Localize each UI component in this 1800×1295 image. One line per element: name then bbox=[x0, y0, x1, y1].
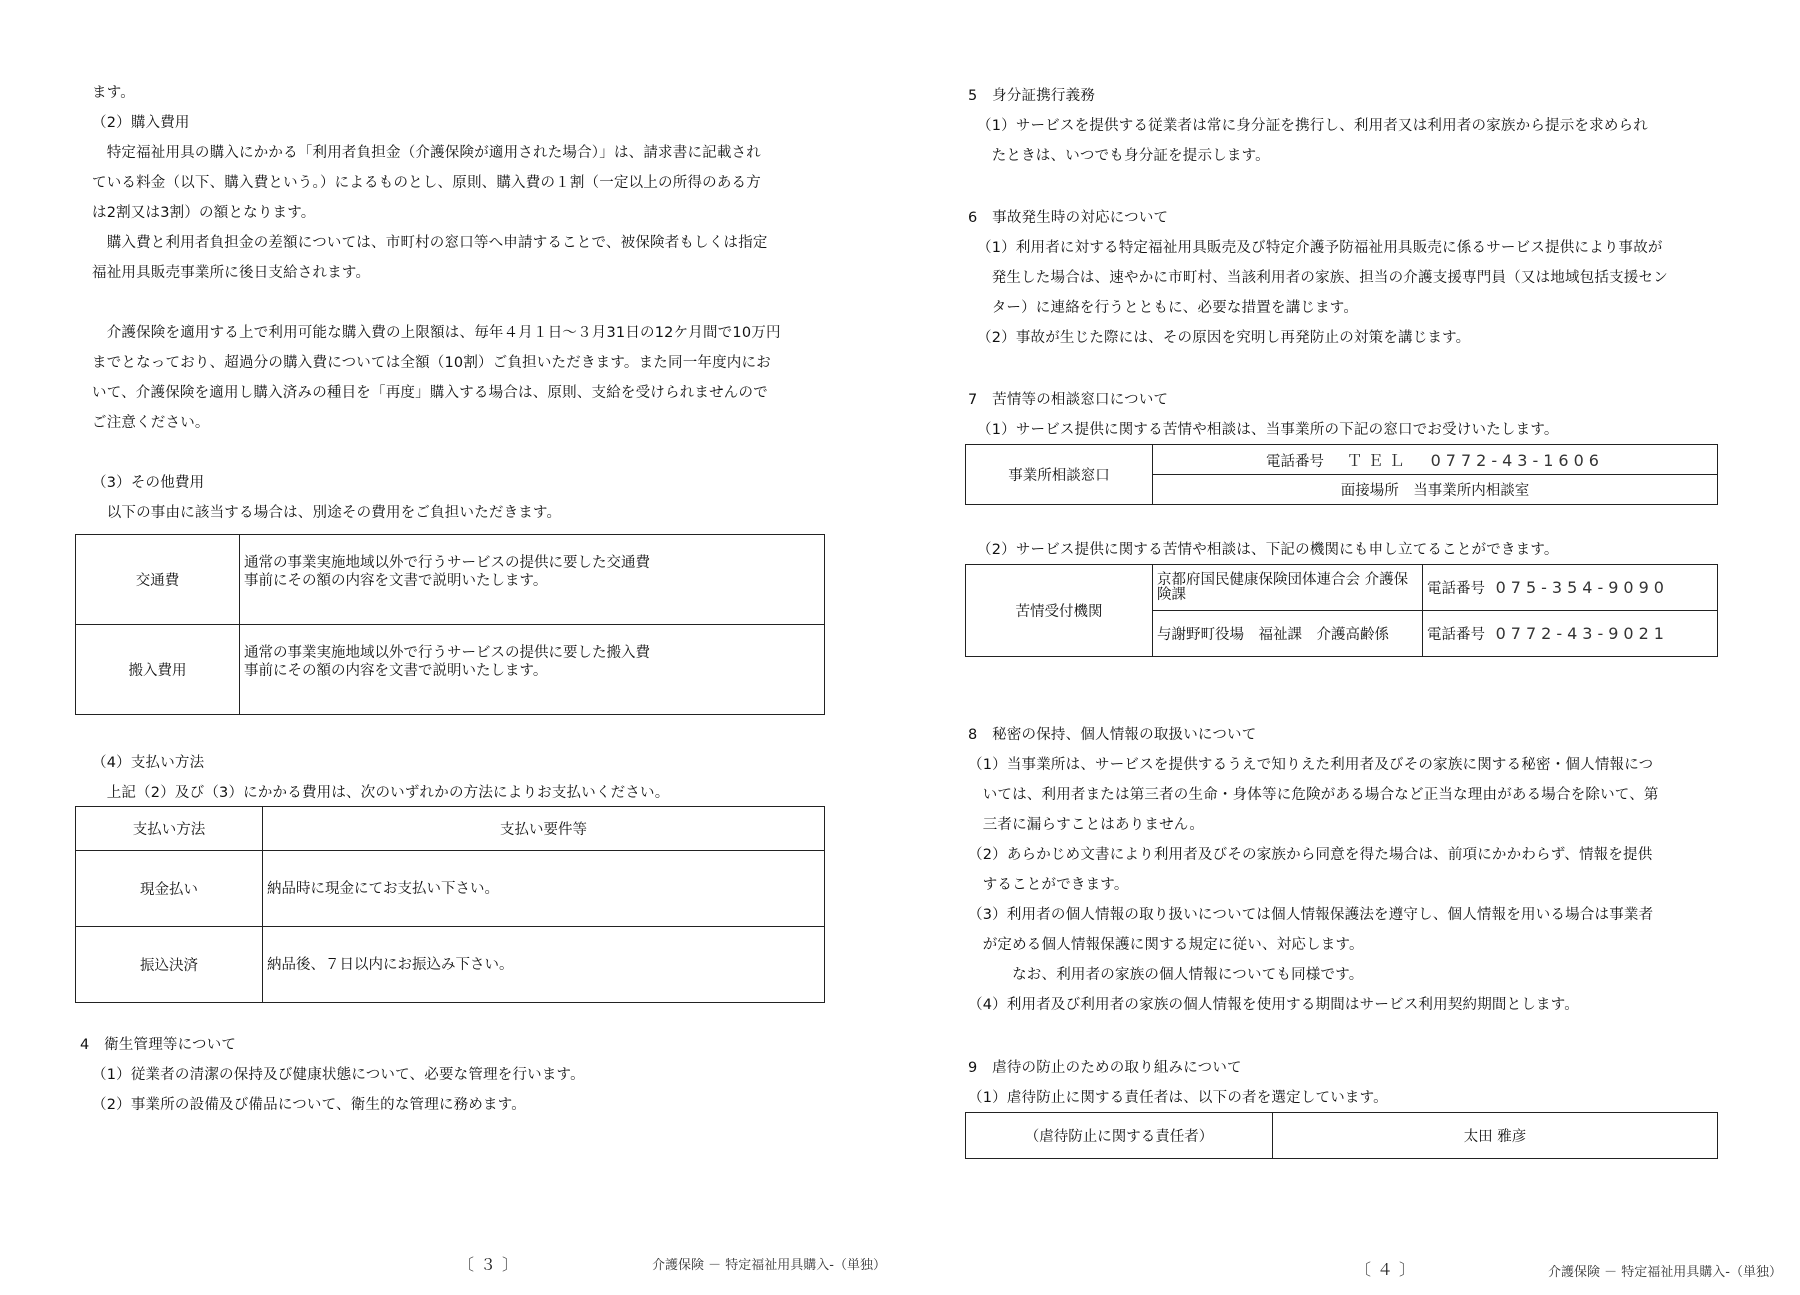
text-line: 三者に漏らすことはありません。 bbox=[968, 817, 1205, 833]
subsection-heading-other-costs: （3）その他費用 bbox=[92, 475, 205, 491]
fee-label: 搬入費用 bbox=[76, 625, 240, 715]
text-line: なお、利用者の家族の個人情報についても同様です。 bbox=[968, 967, 1364, 983]
complaint-agency-table bbox=[965, 564, 1718, 657]
table-row bbox=[966, 445, 1718, 475]
text-line: は2割又は3割）の額となります。 bbox=[92, 205, 316, 221]
fee-label: 交通費 bbox=[76, 535, 240, 625]
agency-phone-number: 075-354-9090 bbox=[1495, 578, 1669, 597]
text-line: （1）当事業所は、サービスを提供するうえで知りえた利用者及びその家族に関する秘密・個人情報につ bbox=[968, 757, 1654, 773]
table-row bbox=[76, 927, 825, 1003]
agency-phone-cell bbox=[1423, 611, 1718, 657]
office-phone-cell bbox=[1153, 445, 1718, 475]
page-number: 〔３〕 bbox=[458, 1255, 525, 1274]
fee-description bbox=[240, 625, 825, 715]
section-heading-accident: 6 事故発生時の対応について bbox=[968, 210, 1169, 226]
text-line: （2）事故が生じた際には、その原因を究明し再発防止の対策を講じます。 bbox=[977, 330, 1471, 346]
interview-place: 面接場所 当事業所内相談室 bbox=[1153, 475, 1718, 505]
page-number: 〔４〕 bbox=[1355, 1260, 1422, 1279]
payment-requirement: 納品時に現金にてお支払い下さい。 bbox=[263, 851, 825, 927]
table-row bbox=[966, 565, 1718, 611]
section-heading-abuse-prevention: 9 虐待の防止のための取り組みについて bbox=[968, 1060, 1242, 1076]
payment-method: 現金払い bbox=[76, 851, 263, 927]
text-line: （1）利用者に対する特定福祉用具販売及び特定介護予防福祉用具販売に係るサービス提供により事故が bbox=[977, 240, 1663, 256]
text-line: 介護保険を適用する上で利用可能な購入費の上限額は、毎年４月１日～３月31日の12ケ月間で10万円 bbox=[92, 325, 781, 341]
section-heading-id-card: 5 身分証携行義務 bbox=[968, 88, 1096, 104]
page-footer: 介護保険 － 特定福祉用具購入-（単独） bbox=[652, 1258, 886, 1273]
phone-label: 電話番号 bbox=[1266, 454, 1325, 470]
responsible-person-label: （虐待防止に関する責任者） bbox=[966, 1113, 1273, 1159]
text-line: いて、介護保険を適用し購入済みの種目を「再度」購入する場合は、原則、支給を受けられませんので bbox=[92, 385, 768, 401]
table-header-row bbox=[76, 807, 825, 851]
payment-requirement: 納品後、７日以内にお振込み下さい。 bbox=[263, 927, 825, 1003]
agency-label: 苦情受付機関 bbox=[966, 565, 1153, 657]
text-line: （2）あらかじめ文書により利用者及びその家族から同意を得た場合は、前項にかかわらず、情報を提供 bbox=[968, 847, 1653, 863]
text-line: （3）利用者の個人情報の取り扱いについては個人情報保護法を遵守し、個人情報を用いる場合は事業者 bbox=[968, 907, 1654, 923]
text-line: （1）サービス提供に関する苦情や相談は、当事業所の下記の窓口でお受けいたします。 bbox=[977, 422, 1559, 438]
table-row bbox=[966, 1113, 1718, 1159]
payment-method: 振込決済 bbox=[76, 927, 263, 1003]
text-line: 上記（2）及び（3）にかかる費用は、次のいずれかの方法によりお支払いください。 bbox=[92, 785, 670, 801]
text-line: 特定福祉用具の購入にかかる「利用者負担金（介護保険が適用された場合）」は、請求書に記載され bbox=[92, 145, 761, 161]
text-line: 福祉用具販売事業所に後日支給されます。 bbox=[92, 265, 371, 281]
text-line: 以下の事由に該当する場合は、別途その費用をご負担いただきます。 bbox=[92, 505, 562, 521]
fee-description-line: 通常の事業実施地域以外で行うサービスの提供に要した交通費 bbox=[244, 554, 650, 571]
column-header: 支払い方法 bbox=[76, 807, 263, 851]
agency-phone-cell bbox=[1423, 565, 1718, 611]
text-line: することができます。 bbox=[968, 877, 1129, 893]
text-line: （1）従業者の清潔の保持及び健康状態について、必要な管理を行います。 bbox=[92, 1067, 585, 1083]
responsible-person-name: 太田 雅彦 bbox=[1273, 1113, 1718, 1159]
column-header: 支払い要件等 bbox=[263, 807, 825, 851]
table-row bbox=[76, 851, 825, 927]
section-heading-privacy: 8 秘密の保持、個人情報の取扱いについて bbox=[968, 727, 1257, 743]
text-line: までとなっており、超過分の購入費については全額（10割）ご負担いただきます。また同一年度内にお bbox=[92, 355, 771, 371]
text-line: （2）サービス提供に関する苦情や相談は、下記の機関にも申し立てることができます。 bbox=[977, 542, 1559, 558]
page-footer: 介護保険 － 特定福祉用具購入-（単独） bbox=[1548, 1265, 1782, 1280]
phone-label: 電話番号 bbox=[1427, 627, 1485, 643]
phone-label: 電話番号 bbox=[1427, 581, 1485, 597]
text-line: 購入費と利用者負担金の差額については、市町村の窓口等へ申請することで、被保険者もしくは指定 bbox=[92, 235, 768, 251]
section-heading-complaints: 7 苦情等の相談窓口について bbox=[968, 392, 1169, 408]
agency-phone-number: 0772-43-9021 bbox=[1495, 624, 1669, 643]
fee-description-line: 事前にその額の内容を文書で説明いたします。 bbox=[244, 572, 548, 589]
abuse-prevention-table bbox=[965, 1112, 1718, 1159]
text-line: （4）利用者及び利用者の家族の個人情報を使用する期間はサービス利用契約期間とします。 bbox=[968, 997, 1579, 1013]
text-line: （1）虐待防止に関する責任者は、以下の者を選定しています。 bbox=[968, 1090, 1388, 1106]
fee-description-line: 事前にその額の内容を文書で説明いたします。 bbox=[244, 662, 548, 679]
table-row bbox=[76, 625, 825, 715]
office-phone-number: ＴＥＬ 0772-43-1606 bbox=[1346, 451, 1604, 470]
fee-description-line: 通常の事業実施地域以外で行うサービスの提供に要した搬入費 bbox=[244, 644, 650, 661]
text-line: いては、利用者または第三者の生命・身体等に危険がある場合など正当な理由がある場合を除いて、第 bbox=[968, 787, 1659, 803]
text-line: が定める個人情報保護に関する規定に従い、対応します。 bbox=[968, 937, 1364, 953]
fee-description bbox=[240, 535, 825, 625]
office-contact-label: 事業所相談窓口 bbox=[966, 445, 1153, 505]
text-line: ます。 bbox=[92, 85, 135, 101]
section-heading-hygiene: 4 衛生管理等について bbox=[80, 1037, 237, 1053]
text-line: ている料金（以下、購入費という。）によるものとし、原則、購入費の１割（一定以上の所得のある方 bbox=[92, 175, 761, 191]
text-line: たときは、いつでも身分証を提示します。 bbox=[977, 148, 1270, 164]
office-contact-table bbox=[965, 444, 1718, 505]
agency-org: 京都府国民健康保険団体連合会 介護保険課 bbox=[1153, 565, 1423, 611]
text-line: ご注意ください。 bbox=[92, 415, 210, 431]
other-fees-table bbox=[75, 534, 825, 715]
text-line: （1）サービスを提供する従業者は常に身分証を携行し、利用者又は利用者の家族から提示を求められ bbox=[977, 118, 1648, 134]
payment-table bbox=[75, 806, 825, 1003]
text-line: 発生した場合は、速やかに市町村、当該利用者の家族、担当の介護支援専門員（又は地域包括支援セン bbox=[977, 270, 1668, 286]
table-row bbox=[76, 535, 825, 625]
agency-org: 与謝野町役場 福祉課 介護高齢係 bbox=[1153, 611, 1423, 657]
subsection-heading-purchase-cost: （2）購入費用 bbox=[92, 115, 190, 131]
page-4 bbox=[900, 0, 1800, 1295]
text-line: ター）に連絡を行うとともに、必要な措置を講じます。 bbox=[977, 300, 1359, 316]
text-line: （2）事業所の設備及び備品について、衛生的な管理に務めます。 bbox=[92, 1097, 526, 1113]
subsection-heading-payment: （4）支払い方法 bbox=[92, 755, 205, 771]
